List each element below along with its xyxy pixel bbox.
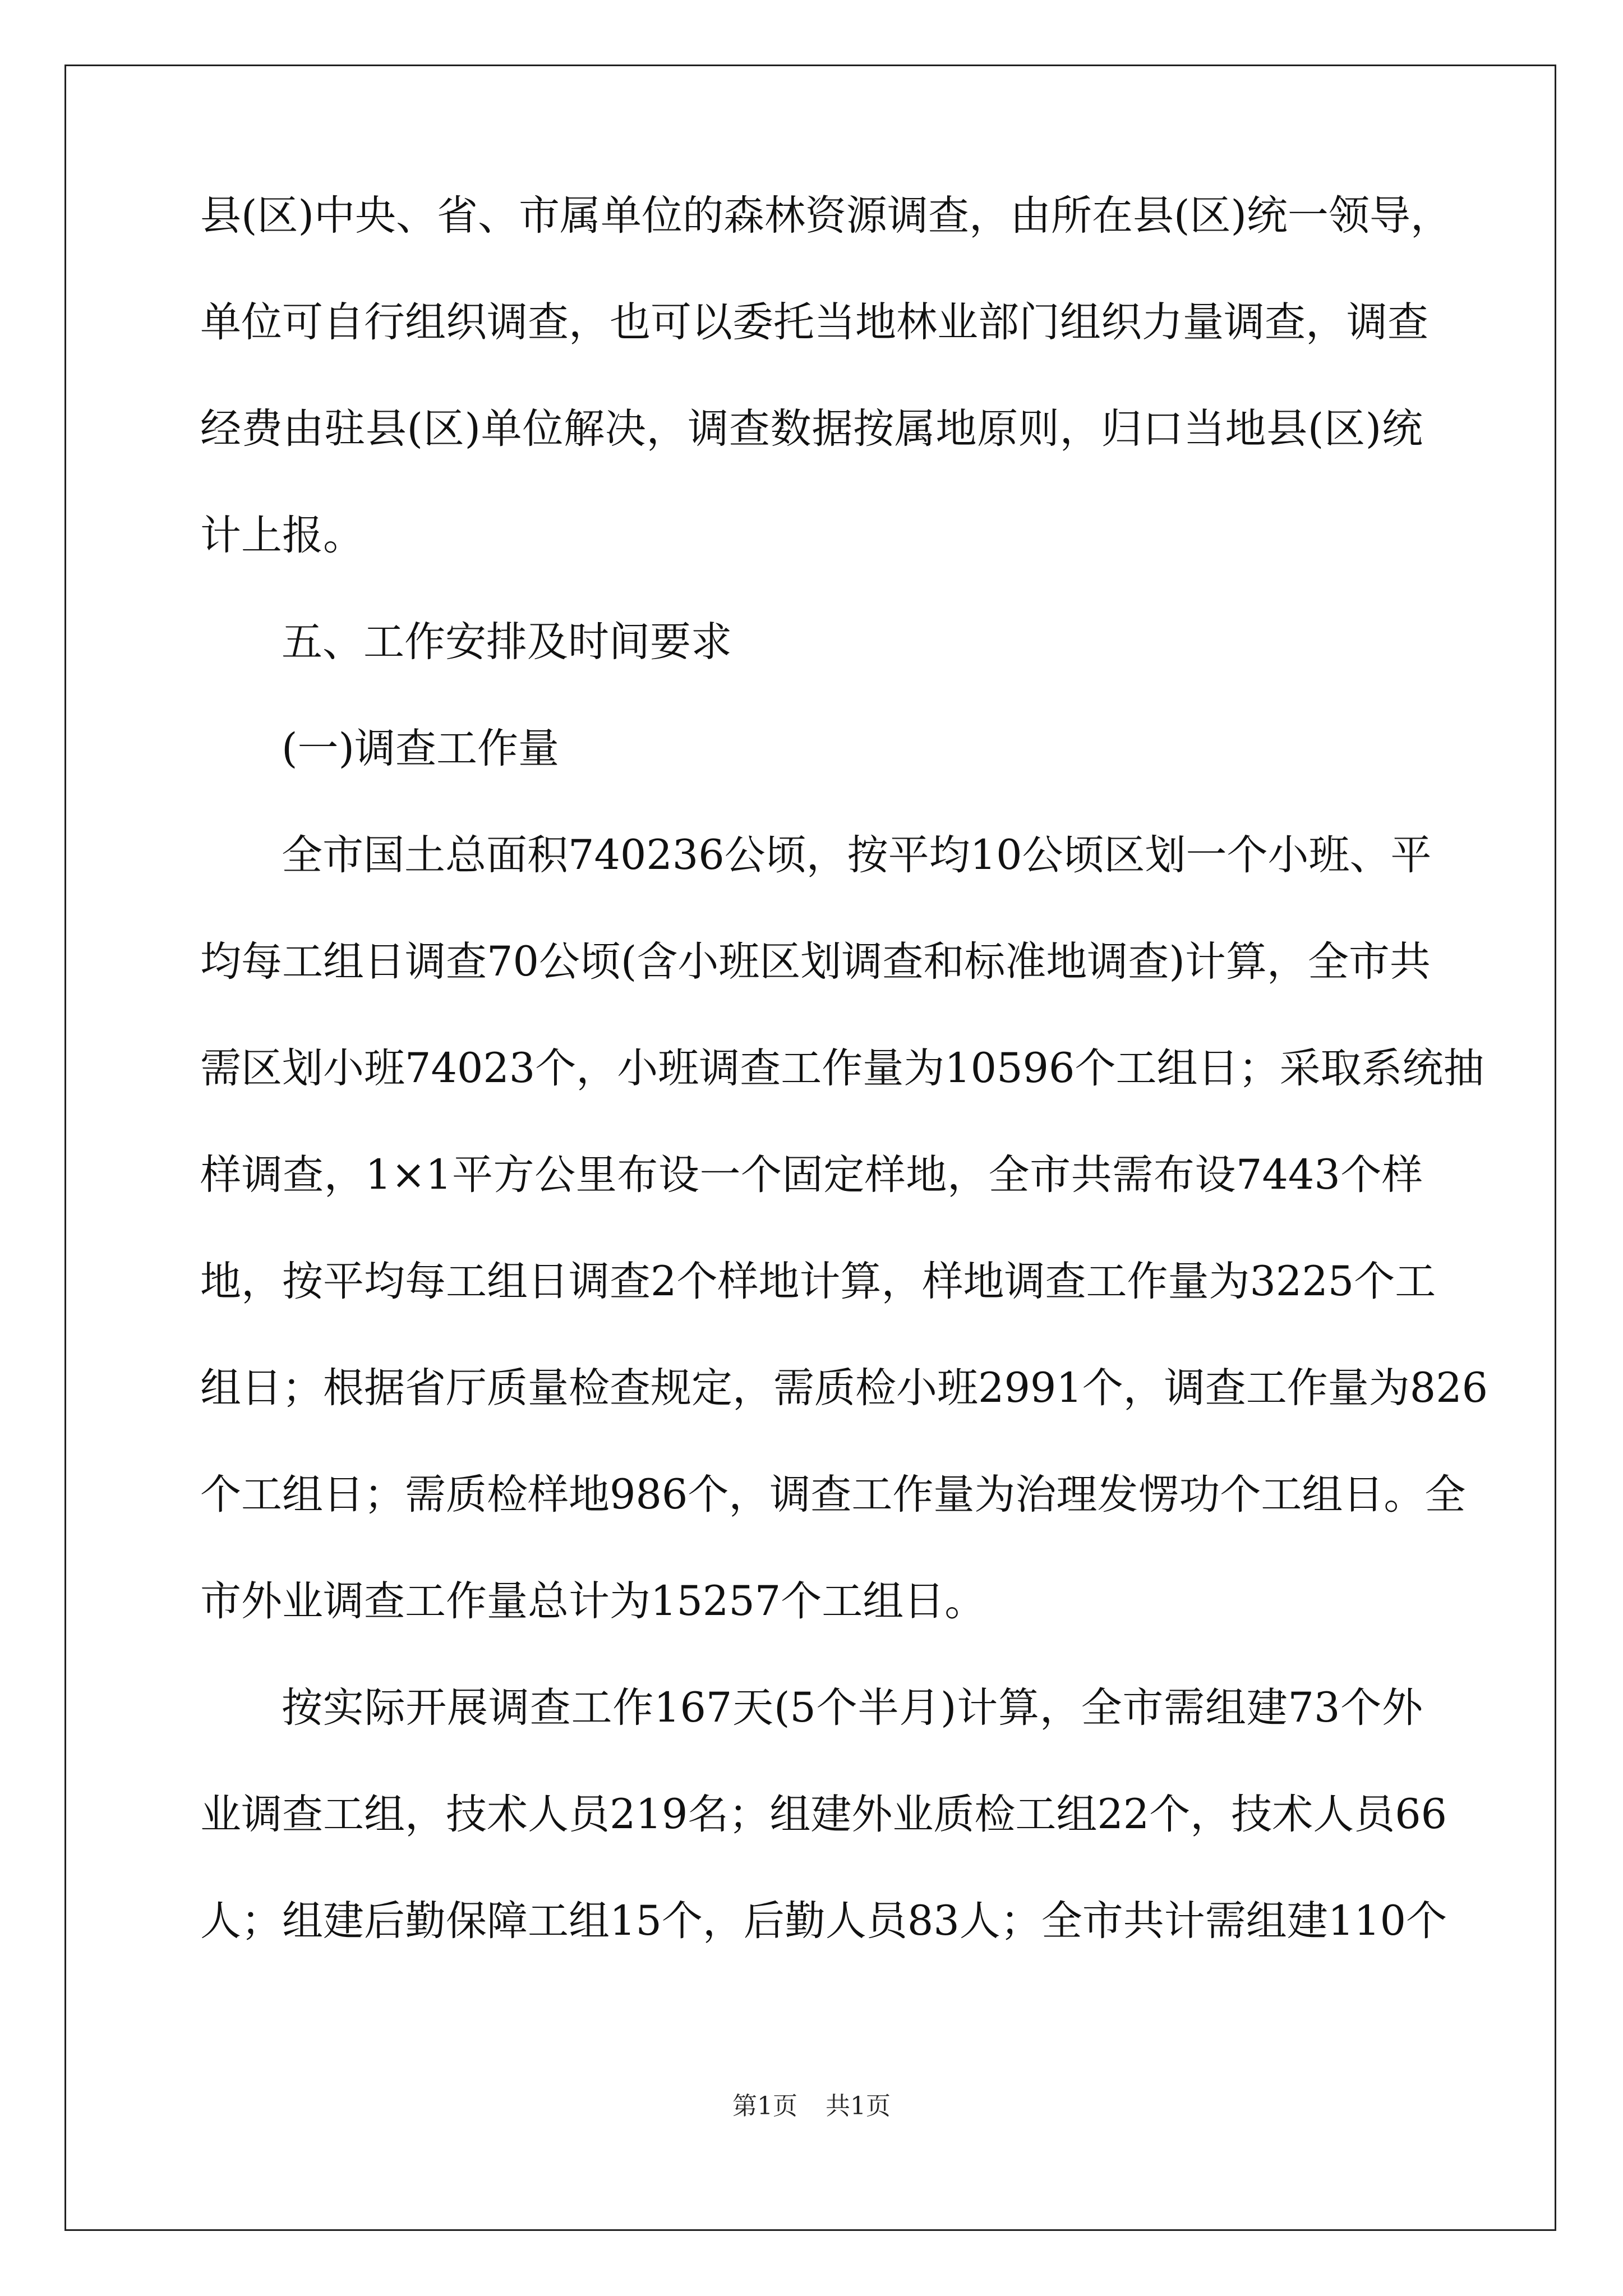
paragraph-line: 均每工组日调查70公顷(含小班区划调查和标准地调查)计算，全市共 — [200, 938, 1431, 986]
paragraph-line: 个工组日；需质检样地986个，调查工作量为治理发愣功个工组日。全 — [200, 1471, 1466, 1519]
paragraph-line: 需区划小班74023个，小班调查工作量为10596个工组日；采取系统抽 — [200, 1045, 1484, 1092]
paragraph-line: 全市国土总面积740236公顷，按平均10公顷区划一个小班、平 — [282, 831, 1432, 879]
paragraph-line: 组日；根据省厅质量检查规定，需质检小班2991个，调查工作量为826 — [200, 1364, 1488, 1412]
page-footer — [0, 2090, 1623, 2123]
paragraph-line: 县(区)中央、省、市属单位的森林资源调查，由所在县(区)统一领导， — [200, 192, 1451, 240]
section-heading: 五、工作安排及时间要求 — [282, 618, 732, 666]
page-number: 第1页 — [732, 2092, 797, 2120]
paragraph-line: 经费由驻县(区)单位解决，调查数据按属地原则，归口当地县(区)统 — [200, 405, 1423, 453]
paragraph-line: 地，按平均每工组日调查2个样地计算，样地调查工作量为3225个工 — [200, 1258, 1436, 1305]
paragraph-line: 市外业调查工作量总计为15257个工组日。 — [200, 1577, 986, 1625]
paragraph-line: 按实际开展调查工作167天(5个半月)计算，全市需组建73个外 — [282, 1684, 1423, 1732]
paragraph-line: 人；组建后勤保障工组15个，后勤人员83人；全市共计需组建110个 — [200, 1897, 1447, 1945]
page-total: 共1页 — [826, 2092, 891, 2120]
paragraph-line: 单位可自行组织调查，也可以委托当地林业部门组织力量调查，调查 — [200, 298, 1428, 346]
paragraph-line: 业调查工组，技术人员219名；组建外业质检工组22个，技术人员66 — [200, 1791, 1447, 1838]
paragraph-line: 计上报。 — [200, 512, 364, 559]
subsection-heading: (一)调查工作量 — [282, 725, 559, 772]
paragraph-line: 样调查，1×1平方公里布设一个固定样地，全市共需布设7443个样 — [200, 1151, 1423, 1199]
